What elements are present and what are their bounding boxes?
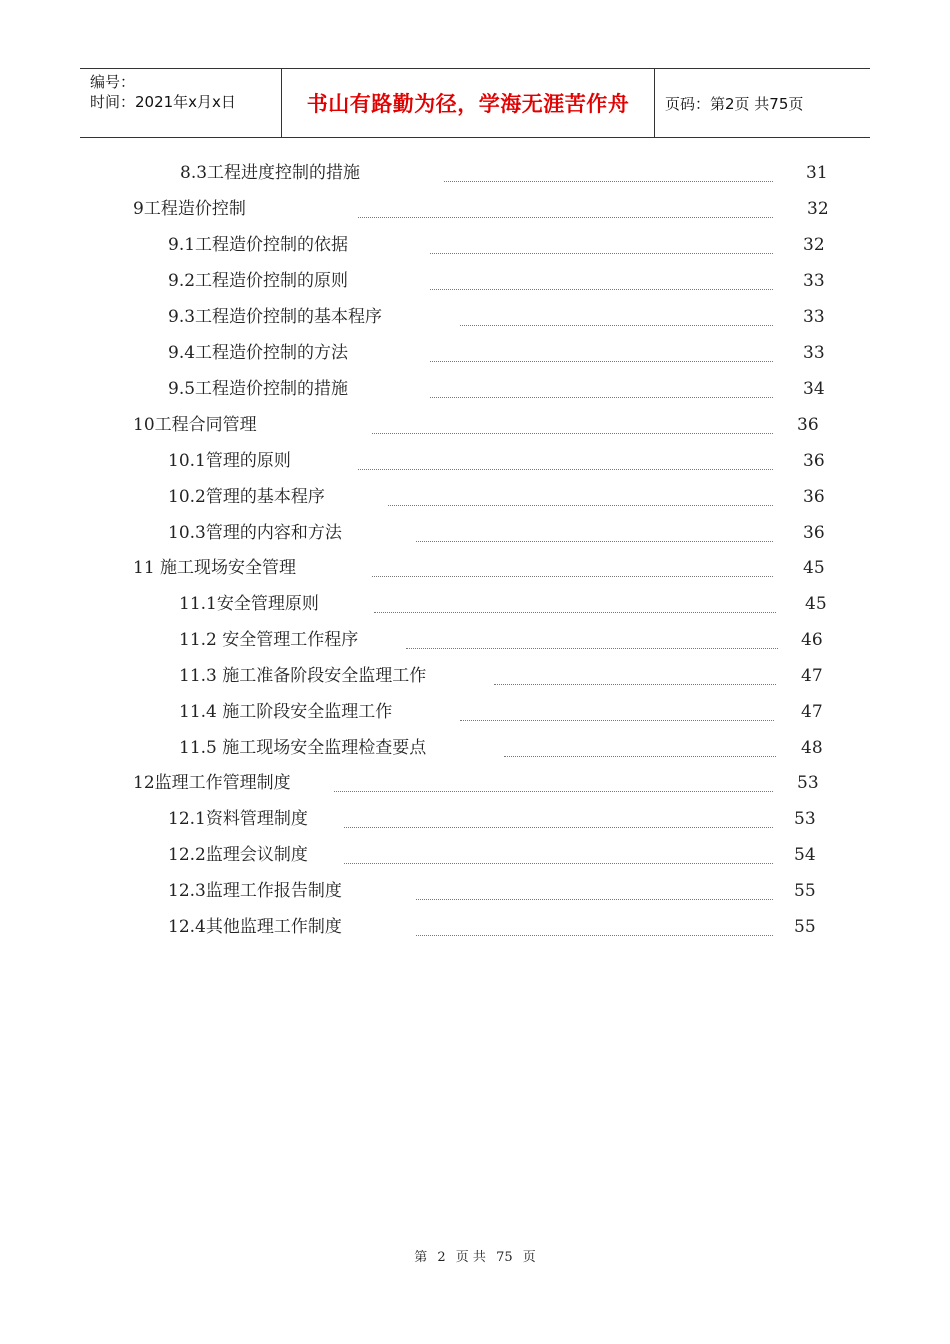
toc-entry-title: 10.1管理的原则: [168, 451, 291, 471]
toc-dot-leader: [430, 289, 773, 290]
toc-dot-leader: [344, 863, 773, 864]
toc-entry: [0, 701, 950, 731]
toc-entry-title: 12.2监理会议制度: [168, 845, 308, 865]
toc-entry: [0, 880, 950, 910]
toc-entry: [0, 522, 950, 552]
toc-dot-leader: [430, 397, 773, 398]
toc-entry: [0, 593, 950, 623]
toc-entry: [0, 414, 950, 444]
toc-entry-page-number: 47: [801, 702, 823, 722]
toc-entry-title: 9.5工程造价控制的措施: [168, 379, 349, 399]
toc-entry-page-number: 32: [807, 199, 829, 219]
toc-entry-page-number: 36: [803, 523, 825, 543]
toc-entry-page-number: 46: [801, 630, 823, 650]
toc-dot-leader: [444, 181, 773, 182]
toc-entry-page-number: 45: [803, 558, 825, 578]
toc-entry: [0, 198, 950, 228]
header-page-info: 页码：第2页 共75页: [665, 94, 804, 113]
page-header: [80, 68, 870, 138]
toc-entry-title: 12.1资料管理制度: [168, 809, 308, 829]
toc-entry-page-number: 45: [805, 594, 827, 614]
toc-dot-leader: [388, 505, 773, 506]
toc-entry-title: 11.5 施工现场安全监理检查要点: [179, 738, 427, 758]
toc-entry: [0, 665, 950, 695]
toc-entry: [0, 737, 950, 767]
toc-entry-page-number: 32: [803, 235, 825, 255]
toc-entry: [0, 342, 950, 372]
toc-entry-title: 12.4其他监理工作制度: [168, 917, 342, 937]
toc-entry-page-number: 48: [801, 738, 823, 758]
toc-entry-title: 10.2管理的基本程序: [168, 487, 325, 507]
toc-entry-page-number: 33: [803, 307, 825, 327]
toc-entry: [0, 808, 950, 838]
toc-dot-leader: [374, 612, 776, 613]
toc-entry-title: 12.3监理工作报告制度: [168, 881, 342, 901]
toc-entry-title: 9.2工程造价控制的原则: [168, 271, 349, 291]
toc-entry-title: 11 施工现场安全管理: [133, 558, 297, 578]
toc-entry-page-number: 47: [801, 666, 823, 686]
toc-entry: [0, 234, 950, 264]
toc-dot-leader: [358, 217, 773, 218]
toc-entry-title: 12监理工作管理制度: [133, 773, 291, 793]
toc-entry: [0, 772, 950, 802]
toc-entry-title: 11.1安全管理原则: [179, 594, 319, 614]
toc-entry: [0, 378, 950, 408]
toc-entry-title: 10.3管理的内容和方法: [168, 523, 342, 543]
footer-page-number: 2: [437, 1250, 446, 1265]
toc-entry: [0, 306, 950, 336]
footer-mid: 页 共: [455, 1250, 486, 1265]
toc-entry-title: 9.1工程造价控制的依据: [168, 235, 349, 255]
document-number-label: 编号：: [90, 73, 136, 91]
toc-dot-leader: [460, 720, 774, 721]
toc-dot-leader: [344, 827, 773, 828]
toc-entry: [0, 629, 950, 659]
toc-dot-leader: [334, 791, 773, 792]
toc-dot-leader: [416, 541, 773, 542]
toc-entry: [0, 916, 950, 946]
toc-entry-page-number: 33: [803, 343, 825, 363]
footer-total-pages: 75: [496, 1250, 513, 1265]
toc-entry-page-number: 55: [794, 881, 816, 901]
header-meta-cell: [80, 69, 282, 137]
toc-entry-title: 8.3工程进度控制的措施: [180, 163, 361, 183]
toc-entry-title: 11.3 施工准备阶段安全监理工作: [179, 666, 427, 686]
toc-entry-page-number: 31: [806, 163, 828, 183]
toc-dot-leader: [504, 756, 776, 757]
toc-dot-leader: [416, 899, 773, 900]
toc-entry-title: 11.2 安全管理工作程序: [179, 630, 359, 650]
toc-entry-title: 9.3工程造价控制的基本程序: [168, 307, 383, 327]
header-motto-cell: [282, 69, 655, 137]
toc-entry-page-number: 53: [794, 809, 816, 829]
toc-dot-leader: [494, 684, 776, 685]
page-footer: [0, 1246, 950, 1265]
document-date-label: 时间：2021年x月x日: [90, 93, 236, 111]
header-page-cell: [655, 69, 870, 137]
toc-entry-page-number: 36: [797, 415, 819, 435]
toc-dot-leader: [430, 361, 773, 362]
toc-entry: [0, 557, 950, 587]
toc-entry: [0, 270, 950, 300]
toc-entry-page-number: 36: [803, 487, 825, 507]
toc-entry-title: 9工程造价控制: [133, 199, 246, 219]
toc-entry-page-number: 54: [794, 845, 816, 865]
toc-entry-title: 10工程合同管理: [133, 415, 257, 435]
toc-entry: [0, 162, 950, 192]
toc-dot-leader: [460, 325, 773, 326]
footer-suffix: 页: [522, 1250, 536, 1265]
toc-dot-leader: [406, 648, 778, 649]
toc-entry-page-number: 53: [797, 773, 819, 793]
toc-entry-title: 11.4 施工阶段安全监理工作: [179, 702, 393, 722]
header-motto: 书山有路勤为径，学海无涯苦作舟: [306, 92, 630, 116]
toc-dot-leader: [430, 253, 773, 254]
toc-dot-leader: [372, 433, 773, 434]
toc-dot-leader: [416, 935, 773, 936]
toc-entry-page-number: 55: [794, 917, 816, 937]
toc-entry: [0, 844, 950, 874]
toc-entry-page-number: 34: [803, 379, 825, 399]
toc-entry: [0, 486, 950, 516]
toc-dot-leader: [372, 576, 773, 577]
toc-entry: [0, 450, 950, 480]
toc-entry-title: 9.4工程造价控制的方法: [168, 343, 349, 363]
toc-entry-page-number: 33: [803, 271, 825, 291]
toc-entry-page-number: 36: [803, 451, 825, 471]
footer-prefix: 第: [414, 1250, 428, 1265]
toc-dot-leader: [358, 469, 773, 470]
